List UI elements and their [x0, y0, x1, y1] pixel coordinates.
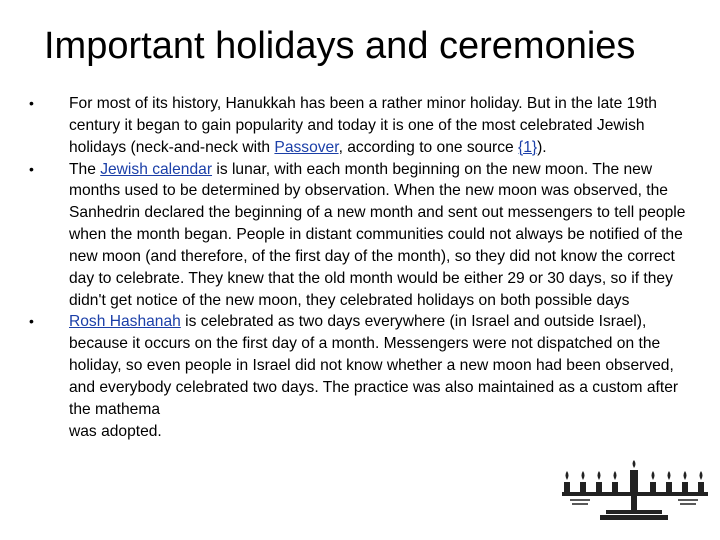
- bullet-marker: •: [29, 160, 34, 177]
- passover-link[interactable]: Passover: [274, 138, 339, 156]
- list-item: [0, 159, 720, 312]
- text-run: The: [69, 160, 101, 178]
- text-run: For most of its history, Hanukkah has been a rather minor holiday. But in the late 19th century it began to gain popularity and today it is one of the most celebrated Jewish holidays (neck-and-neck with: [69, 95, 657, 156]
- bullet-text: [69, 311, 694, 442]
- bullet-text: [69, 159, 694, 312]
- list-item: [0, 311, 720, 442]
- source-reference-link[interactable]: {1}: [518, 138, 538, 156]
- page-title: Important holidays and ceremonies: [44, 25, 636, 67]
- text-run: , according to one source: [338, 138, 519, 156]
- rosh-hashanah-link[interactable]: Rosh Hashanah: [69, 313, 181, 331]
- bullet-marker: •: [29, 313, 34, 330]
- jewish-calendar-link[interactable]: Jewish calendar: [100, 160, 213, 178]
- text-run: ).: [537, 138, 547, 156]
- bullet-marker: •: [29, 95, 34, 111]
- bullet-list: [0, 93, 720, 443]
- list-item: [0, 93, 720, 159]
- text-run: was adopted.: [69, 422, 162, 440]
- text-run: is lunar, with each month beginning on the new moon. The new months used to be determined by observation. When the new moon was observed, the Sanhedrin declared the beginning of a new month and sent out messengers to tell people when the month began. People in distant communities could not always be notified of the new moon (and therefore, of the first day of the month), so they did not know the correct day to celebrate. They knew that the old month would be either 29 or 30 days, so if they didn't get notice of the new moon, they celebrated holidays on both possible days: [69, 160, 686, 309]
- bullet-text: [69, 93, 694, 159]
- menorah-icon: [560, 460, 710, 522]
- text-run: is celebrated as two days everywhere (in Israel and outside Israel), because it occurs on the first day of a month. Messengers were not dispatched on the holiday, so even people in Israel did not know whether a new moon had been observed, and everybody celebrated two days. The practice was also maintained as a custom after the mathema: [69, 313, 679, 418]
